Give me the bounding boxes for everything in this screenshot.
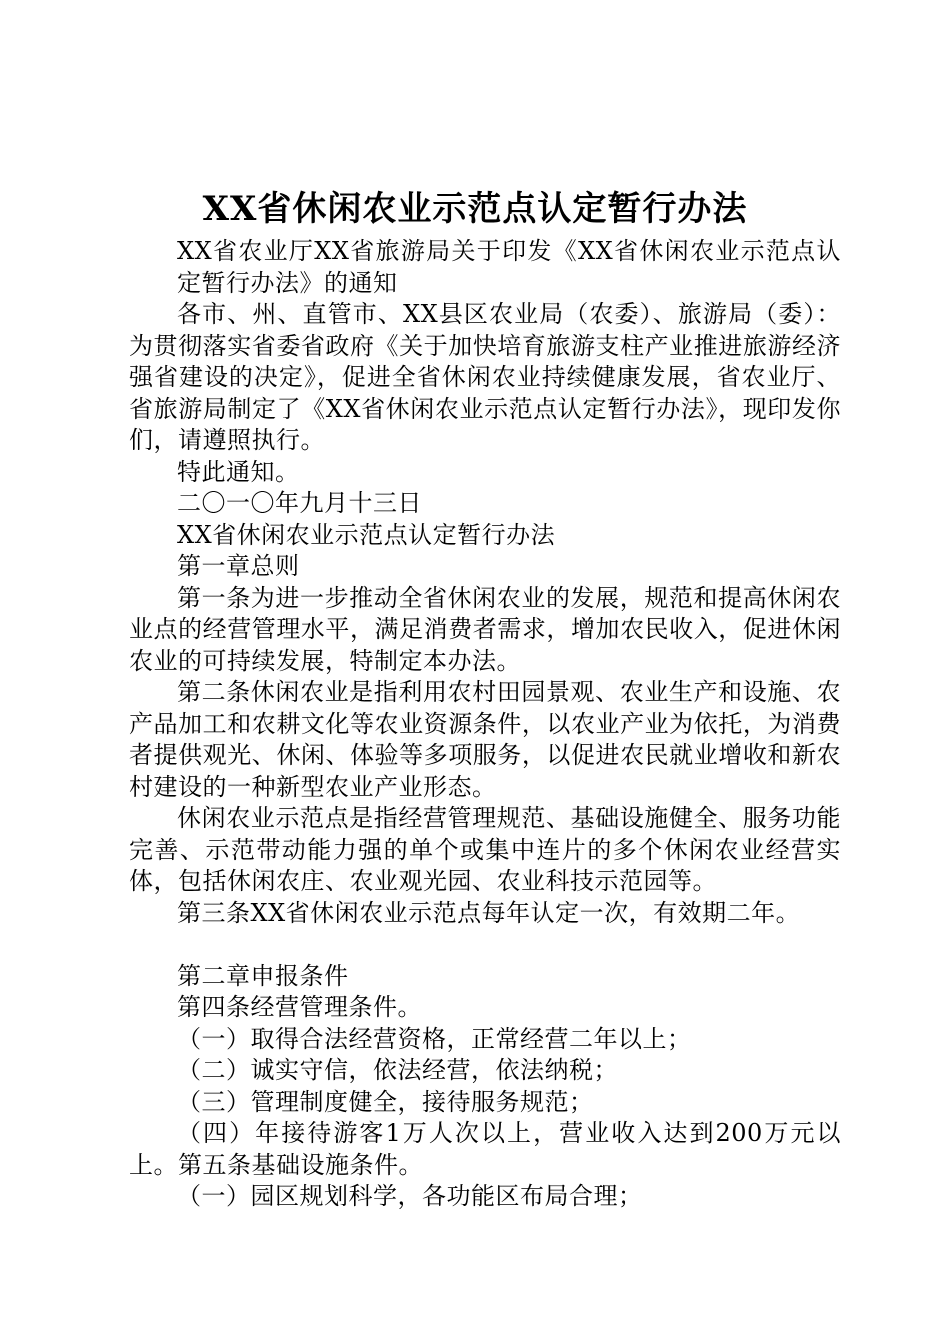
paragraph-closing: 特此通知。 (177, 457, 300, 486)
list-item: （一）园区规划科学，各功能区布局合理； (177, 1182, 643, 1210)
list-item: （二）诚实守信，依法经营，依法纳税； (177, 1056, 618, 1084)
list-item: （三）管理制度健全，接待服务规范； (177, 1087, 594, 1116)
article-4: 第四条经营管理条件。 (177, 993, 422, 1021)
list-item: （四）年接待游客1万人次以上，营业收入达到200万元以上。第五条基础设施条件。 (129, 1119, 841, 1179)
article-3: 第三条XX省休闲农业示范点每年认定一次，有效期二年。 (177, 898, 801, 927)
blank-line (129, 929, 841, 961)
paragraph-date: 二〇一〇年九月十三日 (177, 489, 422, 517)
notice-heading: XX省农业厅XX省旅游局关于印发《XX省休闲农业示范点认定暂行办法》的通知 (177, 237, 841, 297)
article-2-continued: 休闲农业示范点是指经营管理规范、基础设施健全、服务功能完善、示范带动能力强的单个或集中连片的多个休闲农业经营实体，包括休闲农庄、农业观光园、农业科技示范园等。 (129, 804, 841, 895)
document-title: XX省休闲农业示范点认定暂行办法 (202, 189, 748, 229)
list-item: （一）取得合法经营资格，正常经营二年以上； (177, 1024, 692, 1053)
paragraph-addressees: 各市、州、直管市、XX县区农业局（农委）、旅游局（委）：为贯彻落实省委省政府《关于加快培育旅游支柱产业推进旅游经济强省建设的决定》，促进全省休闲农业持续健康发展，省农业厅、省旅游局制定了《XX省休闲农业示范点认定暂行办法》，现印发你们，请遵照执行。 (129, 300, 841, 454)
article-2: 第二条休闲农业是指利用农村田园景观、农业生产和设施、农产品加工和农耕文化等农业资源条件，以农业产业为依托，为消费者提供观光、休闲、体验等多项服务，以促进农民就业增收和新农村建设的一种新型农业产业形态。 (129, 678, 841, 801)
document-body (129, 236, 841, 1213)
chapter-heading-1: 第一章总则 (177, 552, 300, 580)
paragraph-doc-name: XX省休闲农业示范点认定暂行办法 (177, 520, 556, 549)
chapter-heading-2: 第二章申报条件 (177, 961, 349, 990)
article-1: 第一条为进一步推动全省休闲农业的发展，规范和提高休闲农业点的经营管理水平，满足消费者需求，增加农民收入，促进休闲农业的可持续发展，特制定本办法。 (129, 583, 841, 675)
